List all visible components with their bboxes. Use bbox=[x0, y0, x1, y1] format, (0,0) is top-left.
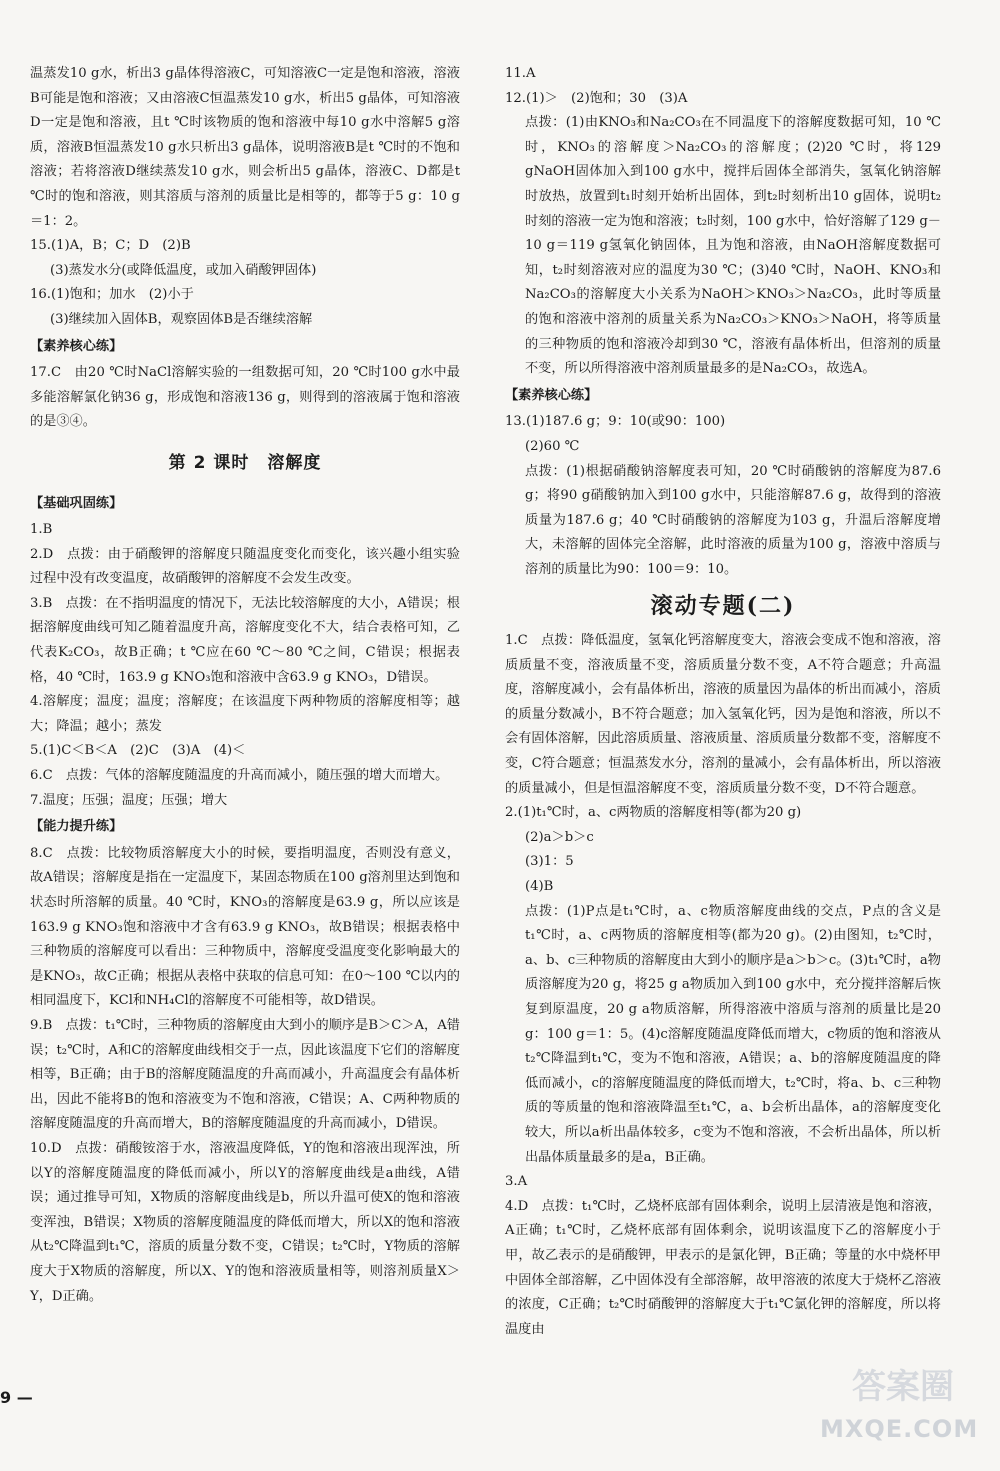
answer-paragraph: 4.D 点拨：t₁℃时，乙烧杯底部有固体剩余，说明上层清液是饱和溶液，A正确；t₁℃时，乙烧杯底部有固体剩余，说明该温度下乙的溶解度小于甲，故乙表示的是硝酸钾，甲表示的是氯化钾，B正确；等量的水中烧杯甲中固体全部溶解，乙中固体没有全部溶解，故甲溶液的浓度大于烧杯乙溶液的浓度，C正确；t₂℃时硝酸钾的溶解度大于t₁℃氯化钾的溶解度，所以将温度由 bbox=[505, 1198, 941, 1337]
right-column bbox=[505, 62, 941, 1342]
answer-paragraph: (2)a＞b＞c bbox=[525, 829, 594, 845]
answer-paragraph: 13.(1)187.6 g；9：10(或90：100) bbox=[505, 414, 726, 430]
watermark-logo-text: 答案圈 bbox=[852, 1367, 954, 1407]
section-heading: 【基础巩固练】 bbox=[30, 495, 123, 511]
section-heading: 【能力提升练】 bbox=[30, 819, 123, 835]
answer-paragraph: 4.溶解度；温度；温度；溶解度；在该温度下两种物质的溶解度相等；越大；降温；越小；蒸发 bbox=[30, 694, 460, 734]
answer-paragraph: 7.温度；压强；温度；压强；增大 bbox=[30, 792, 228, 808]
left-column bbox=[30, 62, 460, 1309]
answer-paragraph: 2.D 点拨：由于硝酸钾的溶解度只随温度变化而变化，该兴趣小组实验过程中没有改变温度，故硝酸钾的溶解度不会发生改变。 bbox=[30, 546, 460, 587]
answer-paragraph: 点拨：(1)P点是t₁℃时，a、c物质溶解度曲线的交点，P点的含义是t₁℃时，a、c两物质的溶解度相等(都为20 g)。(2)由图知，t₂℃时，a、b、c三种物质的溶解度由大到小的顺序是a＞b＞c。(3)t₁℃时，a物质溶解度为20 g，将25 g a物质加入到100 g水中，充分搅拌溶解后恢复到原温度，20 g a物质溶解，所得溶液中溶质与溶剂的质量比是20 g：100 g＝1：5。(4)c溶解度随温度降低而增大，c物质的饱和溶液从t₂℃降温到t₁℃，变为不饱和溶液，A错误；a、b的溶解度随温度的降低而减小，c的溶解度随温度的降低而增大，t₂℃时，将a、b、c三种物质的等质量的饱和溶液降温至t₁℃，a、b会析出晶体，a的溶解度变化较大，所以a析出晶体较多，c变为不饱和溶液，不会析出晶体，所以析出晶体质量最多的是a，B正确。 bbox=[525, 903, 941, 1165]
answer-paragraph: 11.A bbox=[505, 66, 536, 81]
answer-paragraph: 点拨：(1)根据硝酸钠溶解度表可知，20 ℃时硝酸钠的溶解度为87.6 g；将90 g硝酸钠加入到100 g水中，只能溶解87.6 g，故得到的溶液质量为187.6 g；40 ℃时硝酸钠的溶解度为103 g，升温后溶解度增大，未溶解的固体完全溶解，此时溶液的质量为100 g，溶液中溶质与溶剂的质量比为90：100＝9：10。 bbox=[525, 463, 941, 577]
answer-paragraph: 16.(1)饱和；加水 (2)小于 bbox=[30, 287, 194, 303]
answer-paragraph: 温蒸发10 g水，析出3 g晶体得溶液C，可知溶液C一定是饱和溶液，溶液B可能是饱和溶液；又由溶液C恒温蒸发10 g水，析出5 g晶体，可知溶液D一定是饱和溶液，且t ℃时该物质的饱和溶液中每10 g水中溶解5 g溶质，溶液B恒温蒸发10 g水只析出3 g晶体，说明溶液B是t ℃时的不饱和溶液；若将溶液D继续蒸发10 g水，则会析出5 g晶体，溶液C、D都是t ℃时的饱和溶液，则其溶质与溶剂的质量比是相等的，都等于5 g：10 g＝1：2。 bbox=[30, 66, 460, 229]
answer-paragraph: 12.(1)＞ (2)饱和；30 (3)A bbox=[505, 90, 688, 106]
answer-paragraph: 6.C 点拨：气体的溶解度随温度的升高而减小，随压强的增大而增大。 bbox=[30, 768, 449, 784]
answer-paragraph: 3.A bbox=[505, 1174, 528, 1190]
answer-paragraph: (3)1：5 bbox=[525, 854, 574, 870]
answer-paragraph: 1.C 点拨：降低温度，氢氧化钙溶解度变大，溶液会变成不饱和溶液，溶质质量不变，溶液质量不变，溶质质量分数不变，A不符合题意；升高温度，溶解度减小，会有晶体析出，溶液的质量因为晶体的析出而减小，溶质的质量分数减小，B不符合题意；加入氢氧化钙，因为是饱和溶液，所以不会有固体溶解，因此溶质质量、溶液质量、溶质质量分数都不变，溶解度不变，C符合题意；恒温蒸发水分，溶剂的量减小，会有晶体析出，所以溶液的质量减小，但是恒温溶解度不变，溶质质量分数不变，D不符合题意。 bbox=[505, 633, 941, 796]
page-number: 9 — bbox=[0, 1388, 33, 1407]
answer-paragraph: 8.C 点拨：比较物质溶解度大小的时候，要指明温度，否则没有意义，故A错误；溶解度是指在一定温度下，某固态物质在100 g溶剂里达到饱和状态时所溶解的质量。40 ℃时，KNO₃的溶解度是63.9 g，所以应该是163.9 g KNO₃饱和溶液中才含有63.9 g KNO₃，故B错误；根据表格中三种物质的溶解度可以看出：三种物质中，溶解度受温度变化影响最大的是KNO₃，故C正确；根据从表格中获取的信息可知：在0～100 ℃以内的相同温度下，KCl和NH₄Cl的溶解度不可能相等，故D错误。 bbox=[30, 845, 460, 1009]
watermark-text: MXQE.COM bbox=[820, 1415, 979, 1443]
answer-paragraph: 15.(1)A，B；C；D (2)B bbox=[30, 238, 191, 254]
section-heading: 【素养核心练】 bbox=[505, 387, 598, 403]
answer-paragraph: (2)60 ℃ bbox=[525, 438, 580, 454]
answer-paragraph: 3.B 点拨：在不指明温度的情况下，无法比较溶解度的大小，A错误；根据溶解度曲线可知乙随着温度升高，溶解度变化不大，结合表格可知，乙代表K₂CO₃，故B正确；t ℃应在60 ℃～80 ℃之间，C错误；根据表格，40 ℃时，163.9 g KNO₃饱和溶液中含63.9 g KNO₃，D错误。 bbox=[30, 595, 460, 685]
answer-paragraph: 1.B bbox=[30, 522, 53, 538]
answer-paragraph: 17.C 由20 ℃时NaCl溶解实验的一组数据可知，20 ℃时100 g水中最多能溶解氯化钠36 g，形成饱和溶液136 g，则得到的溶液属于饱和溶液的是③④。 bbox=[30, 365, 460, 430]
answer-paragraph: 点拨：(1)由KNO₃和Na₂CO₃在不同温度下的溶解度数据可知，10 ℃时，KNO₃的溶解度＞Na₂CO₃的溶解度；(2)20 ℃时，将129 gNaOH固体加入到100 g水中，搅拌后固体全部消失，氢氧化钠溶解时放热，放置到t₁时刻开始析出固体，到t₂时刻析出10 g固体，说明t₂时刻的溶液一定为饱和溶液；t₂时刻，100 g水中，恰好溶解了129 g－10 g＝119 g氢氧化钠固体，且为饱和溶液，由NaOH溶解度数据可知，t₂时刻溶液对应的温度为30 ℃；(3)40 ℃时，NaOH、KNO₃和Na₂CO₃的溶解度大小关系为NaOH＞KNO₃＞Na₂CO₃，此时等质量的饱和溶液中溶剂的质量关系为Na₂CO₃＞KNO₃＞NaOH，将等质量的三种物质的饱和溶液冷却到30 ℃，溶液有晶体析出，但溶剂的质量不变，所以所得溶液中溶剂质量最多的是Na₂CO₃，故选A。 bbox=[525, 115, 941, 377]
answer-paragraph: 10.D 点拨：硝酸铵溶于水，溶液温度降低，Y的饱和溶液出现浑浊，所以Y的溶解度随温度的降低而减小，所以Y的溶解度曲线是a曲线，A错误；通过推导可知，X物质的溶解度曲线是b，所以升温可使X的饱和溶液变浑浊，B错误；X物质的溶解度随温度的降低而增大，所以X的饱和溶液从t₂℃降温到t₁℃，溶质的质量分数不变，C错误；t₂℃时，Y物质的溶解度大于X物质的溶解度，所以X、Y的饱和溶液质量相等，则溶剂质量X＞Y，D正确。 bbox=[30, 1140, 460, 1304]
answer-paragraph: (3)蒸发水分(或降低温度，或加入硝酸钾固体) bbox=[50, 262, 317, 278]
answer-paragraph: (4)B bbox=[525, 879, 554, 894]
section-heading: 【素养核心练】 bbox=[30, 338, 123, 354]
answer-paragraph: (3)继续加入固体B，观察固体B是否继续溶解 bbox=[50, 311, 313, 327]
answer-paragraph: 5.(1)C＜B＜A (2)C (3)A (4)＜ bbox=[30, 743, 246, 759]
answer-paragraph: 9.B 点拨：t₁℃时，三种物质的溶解度由大到小的顺序是B＞C＞A，A错误；t₂℃时，A和C的溶解度曲线相交于一点，因此该温度下它们的溶解度相等，B正确；由于B的溶解度随温度的升高而减小，升高温度会有晶体析出，因此不能将B的饱和溶液变为不饱和溶液，C错误；A、C两种物质的溶解度随温度的升高而增大，B的溶解度随温度的升高而减小，D错误。 bbox=[30, 1017, 460, 1132]
answer-paragraph: 2.(1)t₁℃时，a、c两物质的溶解度相等(都为20 g) bbox=[505, 805, 802, 821]
lesson-title: 第 2 课时 溶解度 bbox=[168, 452, 322, 473]
watermark-logo-icon bbox=[848, 1360, 988, 1410]
special-topic-title: 滚动专题(二) bbox=[650, 593, 796, 620]
